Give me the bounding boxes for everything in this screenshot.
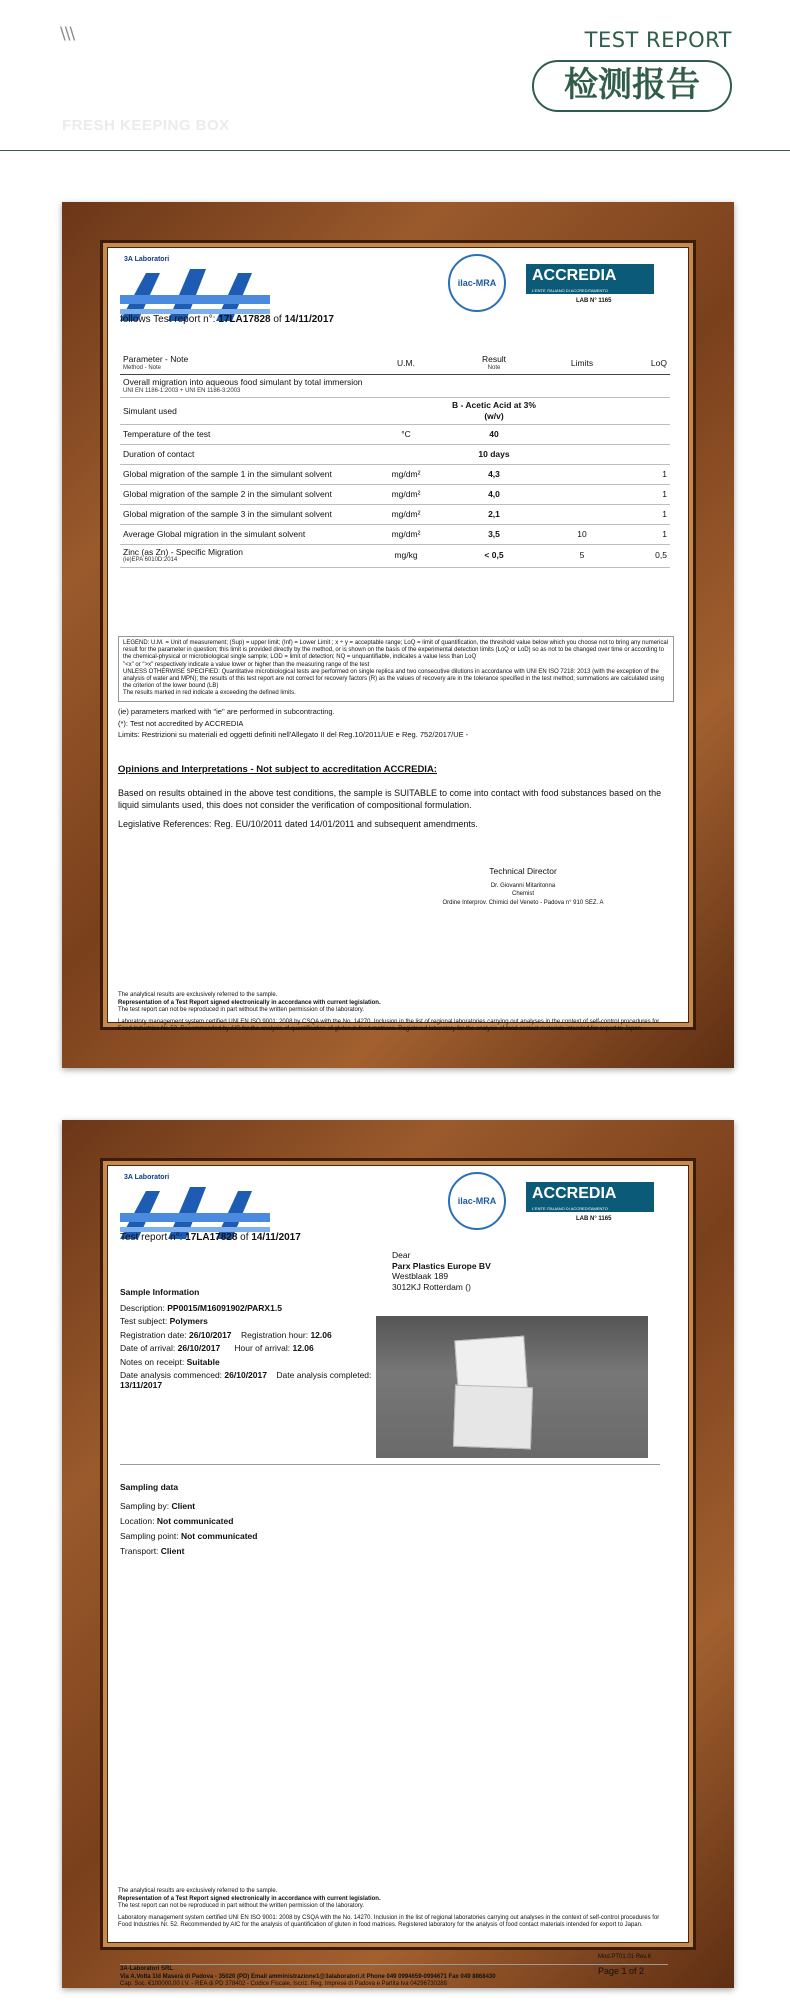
- frame-mat: [100, 240, 696, 1030]
- sampling-title: Sampling data: [120, 1482, 179, 1492]
- frame-mat: [100, 1158, 696, 1987]
- cell-limits: 10: [549, 524, 615, 544]
- location-line: Location: Not communicated: [120, 1515, 234, 1526]
- table-row: [120, 398, 670, 424]
- company-street: Westblaak 189: [392, 1271, 449, 1282]
- footer-line-3: The test report can not be reproduced in part without the written permission of the laboratory.: [118, 1007, 365, 1013]
- ref-number: 17LA17828: [185, 1232, 238, 1243]
- sampling-point-line: Sampling point: Not communicated: [120, 1530, 258, 1541]
- registration-line: Registration date: 26/10/2017 Registration hour: 12.06: [120, 1329, 332, 1340]
- company-name: Parx Plastics Europe BV: [392, 1260, 491, 1271]
- cell-result: 40: [439, 424, 549, 444]
- cell-um: [373, 398, 439, 424]
- footer-line-4: Laboratory management system certified UNI EN ISO 9001: 2008 by CSQA with the No. 14270. Inclusion in the list of regional laboratories carrying out analyses in the context of self-control procedures for Food Industries Nr. 52. Recommended by AIC for the analysis of quantification of gluten in food matrices. Registered laboratory for the analysis of food contact materials intended for export to Japan.: [118, 1018, 660, 1032]
- lab-logo-caption: 3A Laboratori: [124, 256, 170, 263]
- cell-result: 4,0: [439, 484, 549, 504]
- analysis-dates-line: Date analysis commenced: 26/10/2017 Date analysis completed: 13/11/2017: [120, 1369, 372, 1391]
- ilac-mra-logo: ilac-MRA: [448, 254, 506, 312]
- director-title: Technical Director: [489, 866, 557, 876]
- addressee: [392, 1250, 491, 1293]
- module-code: Mod.PT01.01 Rev.6: [598, 1954, 651, 1960]
- page2-footer: [118, 1888, 674, 1930]
- sample-photo: [376, 1316, 648, 1458]
- company-footer-name: 3A-Laboratori SRL: [120, 1966, 174, 1972]
- company-footer-reg: Cap. Soc. €100000,00 I.V. - REA di PD 378402 - Codice Fiscale, Iscriz. Reg. Imprese di Padova e Partita Iva 04296730288: [120, 1981, 447, 1987]
- cell-result: [439, 375, 549, 398]
- legend-red: The results marked in red indicate a exceeding the defined limits.: [123, 690, 296, 697]
- table-row: [120, 424, 670, 444]
- table-row: [120, 464, 670, 484]
- cell-limits: [549, 464, 615, 484]
- report-reference: [120, 1232, 301, 1245]
- sampling-by-line: Sampling by: Client: [120, 1500, 196, 1511]
- receipt-line: Notes on receipt: Suitable: [120, 1356, 220, 1367]
- accredia-logo: [526, 1182, 654, 1212]
- sample-information: [120, 1286, 390, 1391]
- cell-limits: 5: [549, 544, 615, 567]
- company-footer-address: Via A.Volta 1/d Maserà di Padova - 35020 (PD) Email amministrazione1@3alaboratori.it Phone 049 0994659-0994671 Fax 049 8868430: [120, 1973, 496, 1980]
- cell-um: mg/dm²: [373, 464, 439, 484]
- ref-number: 17LA17828: [218, 314, 271, 325]
- results-table: [120, 352, 670, 568]
- cell-um: [373, 375, 439, 398]
- footer-line-4: Laboratory management system certified UNI EN ISO 9001: 2008 by CSQA with the No. 14270. Inclusion in the list of regional laboratories carrying out analyses in the context of self-control procedures for Food Industries Nr. 52. Recommended by AIC for the analysis of quantification of gluten in food matrices. Registered laboratory for the analysis of food contact materials intended for export to Japan.: [118, 1914, 660, 1928]
- cell-parameter: Overall migration into aqueous food simulant by total immersion UNI EN 1186-1:2003 + UNI EN 1186-3:2003: [120, 375, 373, 398]
- legend-text: LEGEND: U.M. = Unit of measurement; (Sup) = upper limit; (Inf) = Lower Limit ; x ÷ y = acceptable range; LoQ = limit of quantification, the threshold value below which you choose not to bring any numerical result for the parameter in question; this limit is provided directly by the method, or is shown on the basis of the experimental detection limits (LoQ or LoD) so as not to be changed over time or according to the chemical-physical or microbiological single sample; LOD = limit of detection; NQ = unquantifiable, indicates a value less than LoQ: [123, 640, 669, 661]
- cell-parameter: Simulant used: [120, 398, 373, 424]
- cell-parameter: Average Global migration in the simulant solvent: [120, 524, 373, 544]
- legend-box: [118, 636, 674, 702]
- sample-info-title: Sample Information: [120, 1287, 200, 1297]
- ref-of: of: [270, 314, 285, 325]
- footer-line-1: The analytical results are exclusively referred to the sample.: [118, 1888, 278, 1894]
- cell-parameter: Duration of contact: [120, 444, 373, 464]
- col-header-result: Result Note: [439, 352, 549, 375]
- cell-limits: [549, 484, 615, 504]
- footer-line-2: Representation of a Test Report signed electronically in accordance with current legislation.: [118, 999, 381, 1006]
- section-divider: [120, 1464, 660, 1465]
- certificate-frame-2: [62, 1120, 734, 1988]
- sample-bag-top: [454, 1336, 527, 1393]
- cell-result: < 0,5: [439, 544, 549, 567]
- cell-loq: 1: [615, 524, 670, 544]
- page-number: Page 1 of 2: [598, 1966, 645, 1976]
- report-page-1: [108, 1166, 688, 1987]
- accredia-logo-subtext: L'ENTE ITALIANO DI ACCREDITAMENTO: [532, 288, 608, 293]
- cell-limits: [549, 504, 615, 524]
- sampling-data: [120, 1480, 257, 1558]
- cell-um: [373, 444, 439, 464]
- table-row: [120, 504, 670, 524]
- director-order: Ordine Interprov. Chimici del Veneto - Padova n° 910 SEZ. A: [442, 899, 604, 906]
- product-subtitle: FRESH KEEPING BOX: [62, 117, 230, 134]
- ref-date: 14/11/2017: [251, 1232, 301, 1243]
- director-name: Dr. Giovanni Mitaritonna: [490, 882, 556, 889]
- accredia-logo-subtext: L'ENTE ITALIANO DI ACCREDITAMENTO: [532, 1206, 608, 1211]
- subject-line: Test subject: Polymers: [120, 1316, 208, 1327]
- table-row: [120, 375, 670, 398]
- ref-prefix: Test report n°:: [120, 1232, 186, 1243]
- accredia-logo-text: ACCREDIA: [532, 267, 617, 284]
- page-header: [0, 0, 790, 150]
- arrival-line: Date of arrival: 26/10/2017 Hour of arrival: 12.06: [120, 1343, 314, 1354]
- opinions-section: [118, 764, 674, 839]
- page1-footer: [118, 992, 674, 1034]
- notes: [118, 706, 468, 741]
- cell-parameter: Global migration of the sample 2 in the simulant solvent: [120, 484, 373, 504]
- lab-number: LAB N° 1165: [576, 298, 612, 304]
- technical-director-block: [408, 866, 638, 907]
- cell-result: 2,1: [439, 504, 549, 524]
- cell-parameter: Global migration of the sample 3 in the simulant solvent: [120, 504, 373, 524]
- footer-line-3: The test report can not be reproduced in part without the written permission of the laboratory.: [118, 1903, 365, 1909]
- description-line: Description: PP0015/M16091902/PARX1.5: [120, 1302, 282, 1313]
- cell-loq: [615, 444, 670, 464]
- transport-line: Transport: Client: [120, 1545, 185, 1556]
- accredia-logo: [526, 264, 654, 294]
- cell-limits: [549, 375, 615, 398]
- ref-date: 14/11/2017: [284, 314, 334, 325]
- cell-um: mg/dm²: [373, 484, 439, 504]
- cell-parameter: Temperature of the test: [120, 424, 373, 444]
- cell-um: mg/kg: [373, 544, 439, 567]
- cell-loq: [615, 398, 670, 424]
- cell-loq: 0,5: [615, 544, 670, 567]
- table-row: [120, 544, 670, 567]
- col-header-parameter: Parameter - Note Method - Note: [120, 352, 373, 375]
- accredia-logo-text: ACCREDIA: [532, 1185, 617, 1202]
- header-divider: [0, 150, 790, 151]
- decorative-slashes: \\\: [60, 24, 75, 44]
- cell-loq: [615, 424, 670, 444]
- table-row: [120, 444, 670, 464]
- report-reference: [120, 314, 334, 327]
- title-english: TEST REPORT: [584, 28, 732, 52]
- note-not-accredited: (*): Test not accredited by ACCREDIA: [118, 718, 244, 728]
- cell-loq: [615, 375, 670, 398]
- col-header-um: U.M.: [373, 352, 439, 375]
- footer-line-1: The analytical results are exclusively referred to the sample.: [118, 992, 278, 998]
- cell-um: mg/dm²: [373, 524, 439, 544]
- lab-logo-caption: 3A Laboratori: [124, 1174, 170, 1181]
- opinions-title: Opinions and Interpretations - Not subject to accreditation ACCREDIA:: [118, 764, 437, 775]
- cell-result: 3,5: [439, 524, 549, 544]
- cell-limits: [549, 398, 615, 424]
- ref-of: of: [237, 1232, 252, 1243]
- results-header-row: [120, 352, 670, 375]
- cell-limits: [549, 444, 615, 464]
- dear-label: Dear: [392, 1250, 411, 1260]
- lab-number: LAB N° 1165: [576, 1216, 612, 1222]
- legislative-references: Legislative References: Reg. EU/10/2011 dated 14/01/2011 and subsequent amendments.: [118, 819, 478, 830]
- cell-parameter: Global migration of the sample 1 in the simulant solvent: [120, 464, 373, 484]
- company-city: 3012KJ Rotterdam (): [392, 1281, 471, 1292]
- certificate-frame-1: [62, 202, 734, 1068]
- cell-um: °C: [373, 424, 439, 444]
- legend-unless: UNLESS OTHERWISE SPECIFIED: Quantitative microbiological tests are performed on single replica and two consecutive dilutions in accordance with UNI EN ISO 7218: 2013 (with the exception of the analysis of water and MPN); the results of this test report are not correct for recovery factors (R) as the values of recovery are in the tolerance specified in the test method; summations are calculated using the criterion of the lower bound (LB): [123, 668, 664, 690]
- col-header-loq: LoQ: [615, 352, 670, 375]
- cell-parameter: Zinc (as Zn) - Specific Migration (ie)EPA 6010D:2014: [120, 544, 373, 567]
- legend-range: "<x" or ">x" respectively indicate a value lower or higher than the measuring range of the test: [123, 661, 370, 668]
- cell-result: B - Acetic Acid at 3% (w/v): [439, 398, 549, 424]
- report-page-continued: [108, 248, 688, 1032]
- company-footer: [120, 1966, 540, 1989]
- opinions-text: Based on results obtained in the above test conditions, the sample is SUITABLE to come into contact with food substances based on the liquid simulants used, this does not consider the verification of compositional formulation.: [118, 787, 662, 810]
- table-row: [120, 524, 670, 544]
- sample-bag-bottom: [453, 1385, 533, 1450]
- cell-loq: 1: [615, 484, 670, 504]
- cell-limits: [549, 424, 615, 444]
- cell-result: 4,3: [439, 464, 549, 484]
- cell-loq: 1: [615, 464, 670, 484]
- director-role: Chemist: [511, 891, 534, 898]
- footer-line-2: Representation of a Test Report signed electronically in accordance with current legislation.: [118, 1895, 381, 1902]
- note-subcontracting: (ie) parameters marked with "ie" are performed in subcontracting.: [118, 707, 335, 716]
- ref-prefix: follows Test report n°:: [120, 314, 219, 325]
- note-limits: Limits: Restrizioni su materiali ed oggetti definiti nell'Allegato II del Reg.10/2011/UE e Reg. 752/2017/UE -: [118, 730, 469, 740]
- cell-result: 10 days: [439, 444, 549, 464]
- title-chinese: 检测报告: [564, 65, 700, 105]
- table-row: [120, 484, 670, 504]
- cell-um: mg/dm²: [373, 504, 439, 524]
- ilac-mra-logo: ilac-MRA: [448, 1172, 506, 1230]
- footer-divider: [120, 1964, 668, 1965]
- col-header-limits: Limits: [549, 352, 615, 375]
- cell-loq: 1: [615, 504, 670, 524]
